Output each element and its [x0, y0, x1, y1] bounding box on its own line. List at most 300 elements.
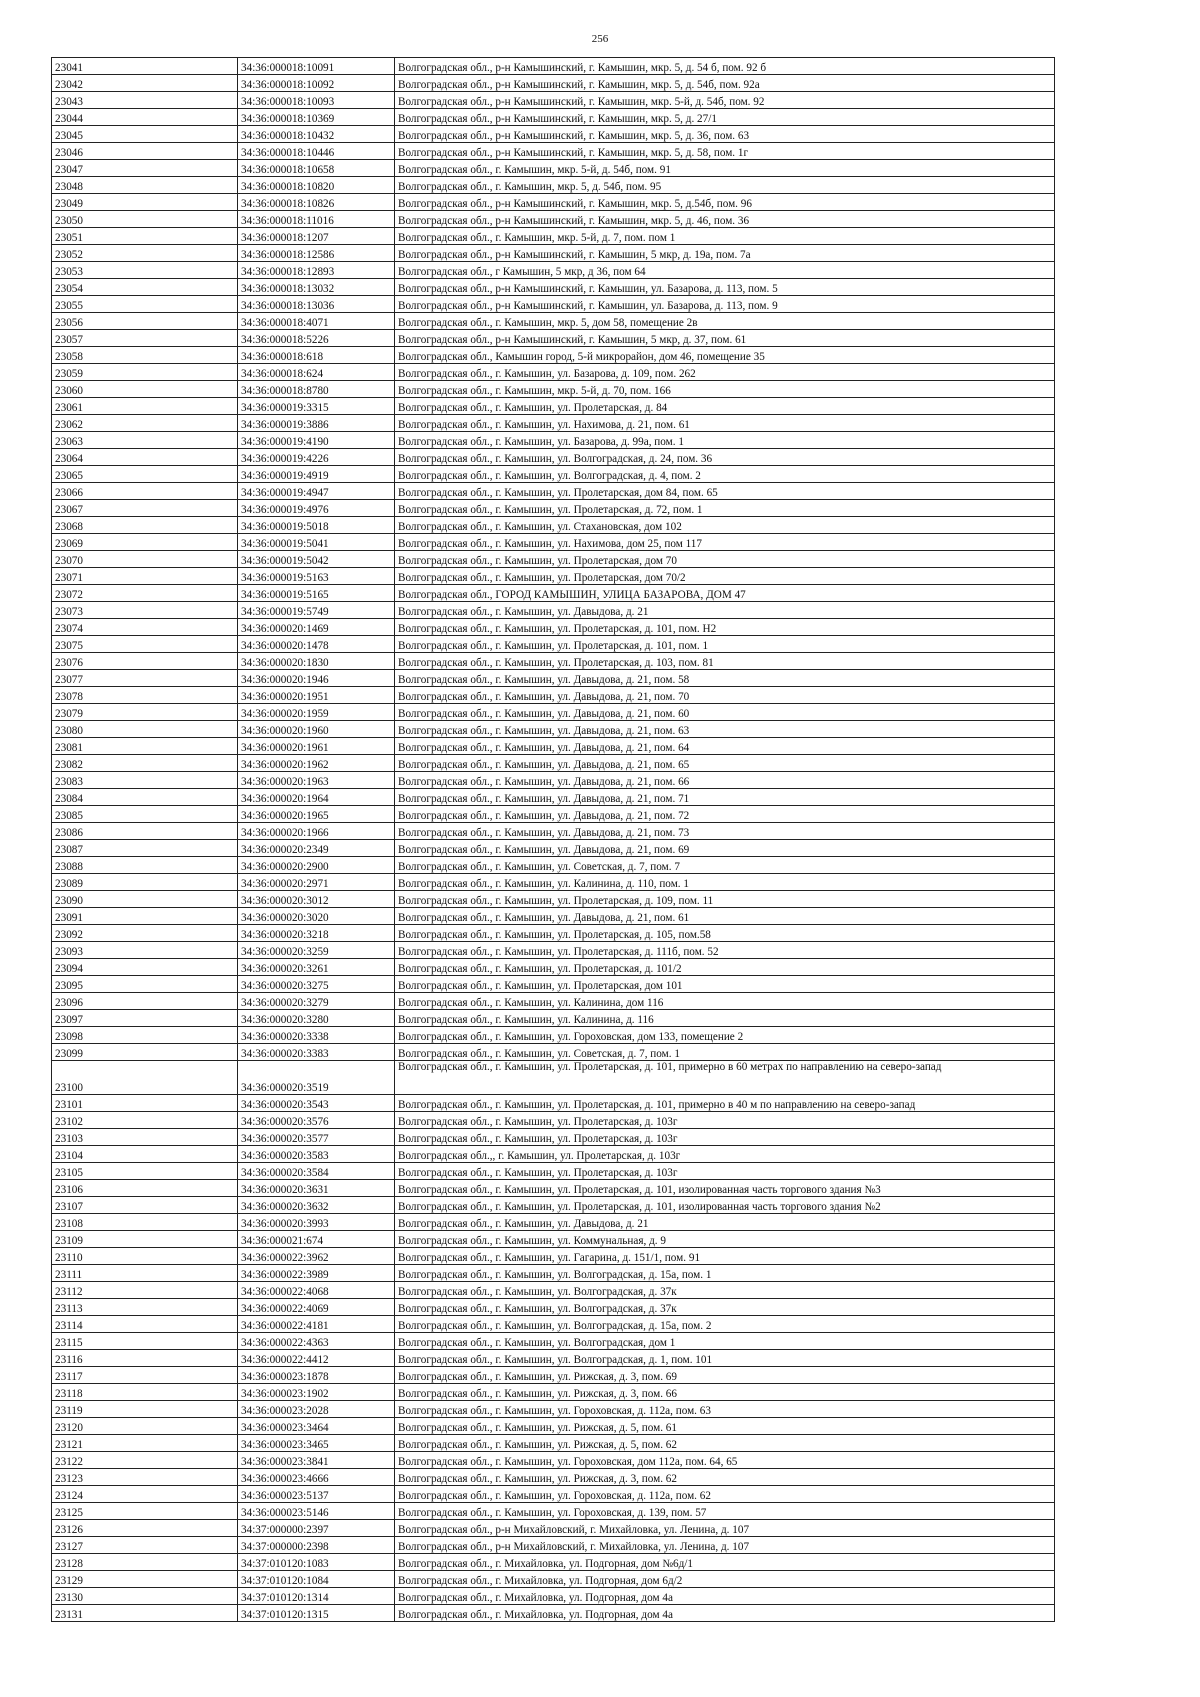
table-row [52, 1129, 1055, 1146]
register-body [52, 58, 1055, 1622]
address-cell: Волгоградская обл., г. Камышин, ул. Давыдова, д. 21, пом. 72 [395, 806, 1055, 823]
address-cell: Волгоградская обл., г. Камышин, ул. Пролетарская, дом 101 [395, 976, 1055, 993]
table-row [52, 432, 1055, 449]
cadastral-number-cell: 34:36:000020:1830 [238, 653, 395, 670]
row-number-cell: 23114 [52, 1316, 238, 1333]
table-row [52, 976, 1055, 993]
table-row [52, 194, 1055, 211]
row-number-cell: 23105 [52, 1163, 238, 1180]
address-cell: Волгоградская обл., р-н Камышинский, г. Камышин, мкр. 5, д. 27/1 [395, 109, 1055, 126]
table-row [52, 1146, 1055, 1163]
row-number-cell: 23092 [52, 925, 238, 942]
row-number-cell: 23112 [52, 1282, 238, 1299]
cadastral-number-cell: 34:36:000018:10658 [238, 160, 395, 177]
cadastral-number-cell: 34:36:000020:1965 [238, 806, 395, 823]
address-cell: Волгоградская обл., г. Камышин, ул. Давыдова, д. 21, пом. 64 [395, 738, 1055, 755]
table-row [52, 1061, 1055, 1095]
cadastral-number-cell: 34:36:000019:4947 [238, 483, 395, 500]
row-number-cell: 23087 [52, 840, 238, 857]
address-cell: Волгоградская обл., г. Камышин, мкр. 5-й, д. 54б, пом. 91 [395, 160, 1055, 177]
table-row [52, 1435, 1055, 1452]
table-row [52, 126, 1055, 143]
table-row [52, 330, 1055, 347]
row-number-cell: 23046 [52, 143, 238, 160]
table-row [52, 772, 1055, 789]
table-row [52, 296, 1055, 313]
table-row [52, 687, 1055, 704]
cadastral-number-cell: 34:36:000018:12586 [238, 245, 395, 262]
cadastral-number-cell: 34:36:000020:3275 [238, 976, 395, 993]
cadastral-number-cell: 34:36:000020:3632 [238, 1197, 395, 1214]
cadastral-number-cell: 34:37:000000:2397 [238, 1520, 395, 1537]
row-number-cell: 23131 [52, 1605, 238, 1622]
table-row [52, 381, 1055, 398]
address-cell: Волгоградская обл., г. Камышин, ул. Пролетарская, д. 101, изолированная часть торгового здания №2 [395, 1197, 1055, 1214]
cadastral-number-cell: 34:36:000020:3631 [238, 1180, 395, 1197]
cadastral-number-cell: 34:37:010120:1314 [238, 1588, 395, 1605]
cadastral-number-cell: 34:36:000020:3338 [238, 1027, 395, 1044]
address-cell: Волгоградская обл., р-н Камышинский, г. Камышин, мкр. 5, д. 36, пом. 63 [395, 126, 1055, 143]
address-cell: Волгоградская обл., г Камышин, 5 мкр, д 36, пом 64 [395, 262, 1055, 279]
cadastral-number-cell: 34:36:000020:3012 [238, 891, 395, 908]
table-row [52, 1452, 1055, 1469]
table-row [52, 228, 1055, 245]
address-cell: Волгоградская обл., г. Камышин, мкр. 5, д. 54б, пом. 95 [395, 177, 1055, 194]
cadastral-number-cell: 34:36:000018:1207 [238, 228, 395, 245]
row-number-cell: 23103 [52, 1129, 238, 1146]
table-row [52, 1469, 1055, 1486]
row-number-cell: 23070 [52, 551, 238, 568]
cadastral-number-cell: 34:36:000018:10820 [238, 177, 395, 194]
address-cell: Волгоградская обл., г. Камышин, ул. Гороховская, д. 139, пом. 57 [395, 1503, 1055, 1520]
row-number-cell: 23062 [52, 415, 238, 432]
address-cell: Волгоградская обл., г. Камышин, ул. Пролетарская, д. 101, пом. Н2 [395, 619, 1055, 636]
address-cell: Волгоградская обл., г. Камышин, ул. Рижская, д. 5, пом. 62 [395, 1435, 1055, 1452]
address-cell: Волгоградская обл., Камышин город, 5-й микрорайон, дом 46, помещение 35 [395, 347, 1055, 364]
row-number-cell: 23077 [52, 670, 238, 687]
cadastral-number-cell: 34:36:000020:1961 [238, 738, 395, 755]
cadastral-number-cell: 34:36:000020:3218 [238, 925, 395, 942]
row-number-cell: 23074 [52, 619, 238, 636]
table-row [52, 840, 1055, 857]
address-cell: Волгоградская обл., г. Камышин, ул. Волгоградская, д. 37к [395, 1299, 1055, 1316]
address-cell: Волгоградская обл., г. Камышин, ул. Пролетарская, д. 111б, пом. 52 [395, 942, 1055, 959]
table-row [52, 364, 1055, 381]
row-number-cell: 23051 [52, 228, 238, 245]
cadastral-number-cell: 34:36:000020:3993 [238, 1214, 395, 1231]
cadastral-number-cell: 34:36:000018:10826 [238, 194, 395, 211]
row-number-cell: 23109 [52, 1231, 238, 1248]
cadastral-number-cell: 34:36:000020:1478 [238, 636, 395, 653]
row-number-cell: 23095 [52, 976, 238, 993]
row-number-cell: 23054 [52, 279, 238, 296]
row-number-cell: 23065 [52, 466, 238, 483]
cadastral-number-cell: 34:36:000019:4226 [238, 449, 395, 466]
cadastral-number-cell: 34:36:000018:5226 [238, 330, 395, 347]
cadastral-number-cell: 34:36:000022:4363 [238, 1333, 395, 1350]
table-row [52, 823, 1055, 840]
table-row [52, 789, 1055, 806]
table-row [52, 398, 1055, 415]
cadastral-number-cell: 34:36:000020:3279 [238, 993, 395, 1010]
table-row [52, 738, 1055, 755]
table-row [52, 959, 1055, 976]
row-number-cell: 23089 [52, 874, 238, 891]
cadastral-number-cell: 34:36:000020:3261 [238, 959, 395, 976]
table-row [52, 160, 1055, 177]
cadastral-number-cell: 34:36:000018:624 [238, 364, 395, 381]
address-cell: Волгоградская обл., г. Камышин, ул. Пролетарская, дом 70/2 [395, 568, 1055, 585]
row-number-cell: 23081 [52, 738, 238, 755]
row-number-cell: 23048 [52, 177, 238, 194]
row-number-cell: 23123 [52, 1469, 238, 1486]
row-number-cell: 23084 [52, 789, 238, 806]
table-row [52, 925, 1055, 942]
address-cell: Волгоградская обл., г. Камышин, ул. Коммунальная, д. 9 [395, 1231, 1055, 1248]
table-row [52, 1197, 1055, 1214]
cadastral-number-cell: 34:36:000019:5163 [238, 568, 395, 585]
cadastral-number-cell: 34:36:000019:5018 [238, 517, 395, 534]
table-row [52, 313, 1055, 330]
cadastral-number-cell: 34:36:000018:10091 [238, 58, 395, 75]
table-row [52, 1316, 1055, 1333]
address-cell: Волгоградская обл., г. Камышин, ул. Калинина, д. 110, пом. 1 [395, 874, 1055, 891]
row-number-cell: 23050 [52, 211, 238, 228]
cadastral-number-cell: 34:36:000020:1963 [238, 772, 395, 789]
table-row [52, 143, 1055, 160]
cadastral-number-cell: 34:36:000020:3576 [238, 1112, 395, 1129]
cadastral-number-cell: 34:36:000018:10093 [238, 92, 395, 109]
row-number-cell: 23042 [52, 75, 238, 92]
row-number-cell: 23069 [52, 534, 238, 551]
table-row [52, 1231, 1055, 1248]
address-cell: Волгоградская обл., г. Камышин, ул. Гороховская, д. 112а, пом. 62 [395, 1486, 1055, 1503]
row-number-cell: 23052 [52, 245, 238, 262]
register-table [51, 57, 1055, 1622]
cadastral-number-cell: 34:36:000022:3962 [238, 1248, 395, 1265]
table-row [52, 500, 1055, 517]
cadastral-number-cell: 34:36:000018:10432 [238, 126, 395, 143]
row-number-cell: 23086 [52, 823, 238, 840]
address-cell: Волгоградская обл., г. Камышин, мкр. 5, дом 58, помещение 2в [395, 313, 1055, 330]
row-number-cell: 23107 [52, 1197, 238, 1214]
cadastral-number-cell: 34:36:000020:1966 [238, 823, 395, 840]
cadastral-number-cell: 34:36:000018:8780 [238, 381, 395, 398]
table-row [52, 619, 1055, 636]
address-cell: Волгоградская обл., р-н Камышинский, г. Камышин, мкр. 5, д.54б, пом. 96 [395, 194, 1055, 211]
row-number-cell: 23097 [52, 1010, 238, 1027]
cadastral-number-cell: 34:36:000020:1962 [238, 755, 395, 772]
table-row [52, 1333, 1055, 1350]
cadastral-number-cell: 34:36:000021:674 [238, 1231, 395, 1248]
address-cell: Волгоградская обл., г. Михайловка, ул. Подгорная, дом №6д/1 [395, 1554, 1055, 1571]
cadastral-number-cell: 34:36:000018:10446 [238, 143, 395, 160]
cadastral-number-cell: 34:37:010120:1083 [238, 1554, 395, 1571]
table-row [52, 806, 1055, 823]
row-number-cell: 23111 [52, 1265, 238, 1282]
cadastral-number-cell: 34:36:000018:10369 [238, 109, 395, 126]
table-row [52, 109, 1055, 126]
table-row [52, 415, 1055, 432]
table-row [52, 1537, 1055, 1554]
address-cell: Волгоградская обл., р-н Камышинский, г. Камышин, мкр. 5, д. 54б, пом. 92а [395, 75, 1055, 92]
row-number-cell: 23124 [52, 1486, 238, 1503]
address-cell: Волгоградская обл., г. Камышин, ул. Рижская, д. 3, пом. 66 [395, 1384, 1055, 1401]
address-cell: Волгоградская обл., г. Камышин, ул. Давыдова, д. 21, пом. 60 [395, 704, 1055, 721]
cadastral-number-cell: 34:36:000020:2900 [238, 857, 395, 874]
row-number-cell: 23072 [52, 585, 238, 602]
table-row [52, 653, 1055, 670]
cadastral-number-cell: 34:36:000020:3280 [238, 1010, 395, 1027]
cadastral-number-cell: 34:36:000020:3583 [238, 1146, 395, 1163]
cadastral-number-cell: 34:36:000023:4666 [238, 1469, 395, 1486]
address-cell: Волгоградская обл., г. Камышин, ул. Пролетарская, д. 72, пом. 1 [395, 500, 1055, 517]
address-cell: Волгоградская обл., г. Камышин, ул. Волгоградская, д. 37к [395, 1282, 1055, 1299]
row-number-cell: 23127 [52, 1537, 238, 1554]
address-cell: Волгоградская обл., г. Камышин, ул. Волгоградская, д. 1, пом. 101 [395, 1350, 1055, 1367]
address-cell: Волгоградская обл., р-н Михайловский, г. Михайловка, ул. Ленина, д. 107 [395, 1537, 1055, 1554]
row-number-cell: 23071 [52, 568, 238, 585]
row-number-cell: 23125 [52, 1503, 238, 1520]
row-number-cell: 23088 [52, 857, 238, 874]
row-number-cell: 23041 [52, 58, 238, 75]
table-row [52, 1265, 1055, 1282]
row-number-cell: 23075 [52, 636, 238, 653]
table-row [52, 483, 1055, 500]
address-cell: Волгоградская обл., г. Камышин, ул. Базарова, д. 109, пом. 262 [395, 364, 1055, 381]
address-cell: Волгоградская обл., г. Камышин, ул. Рижская, д. 5, пом. 61 [395, 1418, 1055, 1435]
address-cell: Волгоградская обл., г. Камышин, ул. Пролетарская, д. 101/2 [395, 959, 1055, 976]
cadastral-number-cell: 34:36:000020:3020 [238, 908, 395, 925]
table-row [52, 1401, 1055, 1418]
cadastral-number-cell: 34:36:000018:13036 [238, 296, 395, 313]
cadastral-number-cell: 34:36:000020:1946 [238, 670, 395, 687]
table-row [52, 891, 1055, 908]
row-number-cell: 23047 [52, 160, 238, 177]
cadastral-number-cell: 34:36:000023:3465 [238, 1435, 395, 1452]
address-cell: Волгоградская обл., р-н Камышинский, г. Камышин, мкр. 5, д. 58, пом. 1г [395, 143, 1055, 160]
address-cell: Волгоградская обл., г. Камышин, ул. Давыдова, д. 21, пом. 69 [395, 840, 1055, 857]
table-row [52, 942, 1055, 959]
row-number-cell: 23044 [52, 109, 238, 126]
address-cell: Волгоградская обл., г. Камышин, ул. Советская, д. 7, пом. 7 [395, 857, 1055, 874]
row-number-cell: 23091 [52, 908, 238, 925]
row-number-cell: 23102 [52, 1112, 238, 1129]
cadastral-number-cell: 34:36:000020:1959 [238, 704, 395, 721]
table-row [52, 857, 1055, 874]
address-cell: Волгоградская обл., г. Камышин, ул. Волгоградская, д. 4, пом. 2 [395, 466, 1055, 483]
row-number-cell: 23108 [52, 1214, 238, 1231]
table-row [52, 1248, 1055, 1265]
address-cell: Волгоградская обл., г. Камышин, ул. Гороховская, дом 112а, пом. 64, 65 [395, 1452, 1055, 1469]
cadastral-number-cell: 34:36:000018:11016 [238, 211, 395, 228]
row-number-cell: 23093 [52, 942, 238, 959]
table-row [52, 1044, 1055, 1061]
cadastral-number-cell: 34:36:000019:5165 [238, 585, 395, 602]
cadastral-number-cell: 34:36:000022:4412 [238, 1350, 395, 1367]
table-row [52, 1010, 1055, 1027]
row-number-cell: 23082 [52, 755, 238, 772]
address-cell: Волгоградская обл., г. Камышин, ул. Давыдова, д. 21, пом. 71 [395, 789, 1055, 806]
cadastral-number-cell: 34:36:000019:3886 [238, 415, 395, 432]
cadastral-number-cell: 34:36:000023:1878 [238, 1367, 395, 1384]
table-row [52, 1554, 1055, 1571]
row-number-cell: 23053 [52, 262, 238, 279]
cadastral-number-cell: 34:36:000019:5042 [238, 551, 395, 568]
cadastral-number-cell: 34:36:000019:5041 [238, 534, 395, 551]
cadastral-number-cell: 34:36:000020:3519 [238, 1061, 395, 1095]
table-row [52, 1503, 1055, 1520]
row-number-cell: 23058 [52, 347, 238, 364]
row-number-cell: 23121 [52, 1435, 238, 1452]
row-number-cell: 23113 [52, 1299, 238, 1316]
table-row [52, 1112, 1055, 1129]
address-cell: Волгоградская обл., р-н Камышинский, г. Камышин, 5 мкр, д. 37, пом. 61 [395, 330, 1055, 347]
address-cell: Волгоградская обл., г. Камышин, ул. Волгоградская, д. 15а, пом. 2 [395, 1316, 1055, 1333]
row-number-cell: 23049 [52, 194, 238, 211]
row-number-cell: 23060 [52, 381, 238, 398]
table-row [52, 279, 1055, 296]
row-number-cell: 23101 [52, 1095, 238, 1112]
row-number-cell: 23120 [52, 1418, 238, 1435]
table-row [52, 534, 1055, 551]
row-number-cell: 23099 [52, 1044, 238, 1061]
table-row [52, 92, 1055, 109]
cadastral-number-cell: 34:36:000019:4919 [238, 466, 395, 483]
address-cell: Волгоградская обл., г. Камышин, ул. Давыдова, д. 21, пом. 58 [395, 670, 1055, 687]
table-row [52, 1163, 1055, 1180]
row-number-cell: 23057 [52, 330, 238, 347]
row-number-cell: 23056 [52, 313, 238, 330]
address-cell: Волгоградская обл., р-н Камышинский, г. Камышин, мкр. 5, д. 54 б, пом. 92 б [395, 58, 1055, 75]
row-number-cell: 23098 [52, 1027, 238, 1044]
row-number-cell: 23085 [52, 806, 238, 823]
cadastral-number-cell: 34:36:000018:10092 [238, 75, 395, 92]
row-number-cell: 23080 [52, 721, 238, 738]
address-cell: Волгоградская обл., г. Михайловка, ул. Подгорная, дом 4а [395, 1605, 1055, 1622]
address-cell: Волгоградская обл., г. Камышин, ул. Давыдова, д. 21, пом. 73 [395, 823, 1055, 840]
address-cell: Волгоградская обл., г. Камышин, ул. Пролетарская, д. 84 [395, 398, 1055, 415]
cadastral-number-cell: 34:36:000020:3543 [238, 1095, 395, 1112]
address-cell: Волгоградская обл., г. Камышин, ул. Пролетарская, дом 70 [395, 551, 1055, 568]
page-number: 256 [591, 33, 609, 45]
row-number-cell: 23066 [52, 483, 238, 500]
row-number-cell: 23118 [52, 1384, 238, 1401]
row-number-cell: 23126 [52, 1520, 238, 1537]
table-row [52, 245, 1055, 262]
address-cell: Волгоградская обл., г. Камышин, ул. Пролетарская, д. 101, изолированная часть торгового здания №3 [395, 1180, 1055, 1197]
table-row [52, 466, 1055, 483]
table-row [52, 704, 1055, 721]
row-number-cell: 23119 [52, 1401, 238, 1418]
address-cell: Волгоградская обл., г. Камышин, ул. Волгоградская, д. 15а, пом. 1 [395, 1265, 1055, 1282]
cadastral-number-cell: 34:36:000020:3259 [238, 942, 395, 959]
table-row [52, 755, 1055, 772]
row-number-cell: 23079 [52, 704, 238, 721]
cadastral-number-cell: 34:36:000019:4976 [238, 500, 395, 517]
row-number-cell: 23094 [52, 959, 238, 976]
address-cell: Волгоградская обл., г. Камышин, ул. Калинина, д. 116 [395, 1010, 1055, 1027]
address-cell: Волгоградская обл., г. Камышин, ул. Пролетарская, д. 103г [395, 1129, 1055, 1146]
table-row [52, 602, 1055, 619]
table-row [52, 568, 1055, 585]
row-number-cell: 23130 [52, 1588, 238, 1605]
table-row [52, 585, 1055, 602]
table-row [52, 551, 1055, 568]
row-number-cell: 23043 [52, 92, 238, 109]
table-row [52, 670, 1055, 687]
address-cell: Волгоградская обл., г. Камышин, ул. Советская, д. 7, пом. 1 [395, 1044, 1055, 1061]
table-row [52, 58, 1055, 75]
address-cell: Волгоградская обл., р-н Михайловский, г. Михайловка, ул. Ленина, д. 107 [395, 1520, 1055, 1537]
address-cell: Волгоградская обл., р-н Камышинский, г. Камышин, мкр. 5, д. 46, пом. 36 [395, 211, 1055, 228]
table-row [52, 1571, 1055, 1588]
table-row [52, 1214, 1055, 1231]
table-row [52, 1384, 1055, 1401]
row-number-cell: 23116 [52, 1350, 238, 1367]
cadastral-number-cell: 34:36:000020:1964 [238, 789, 395, 806]
table-row [52, 1588, 1055, 1605]
table-row [52, 177, 1055, 194]
table-row [52, 1350, 1055, 1367]
row-number-cell: 23117 [52, 1367, 238, 1384]
address-cell: Волгоградская обл., г. Камышин, ул. Гороховская, дом 133, помещение 2 [395, 1027, 1055, 1044]
row-number-cell: 23083 [52, 772, 238, 789]
address-cell: Волгоградская обл., г. Камышин, ул. Рижская, д. 3, пом. 62 [395, 1469, 1055, 1486]
cadastral-number-cell: 34:36:000023:5146 [238, 1503, 395, 1520]
address-cell: Волгоградская обл., г. Михайловка, ул. Подгорная, дом 4а [395, 1588, 1055, 1605]
cadastral-number-cell: 34:36:000020:1469 [238, 619, 395, 636]
address-cell: Волгоградская обл., р-н Камышинский, г. Камышин, ул. Базарова, д. 113, пом. 5 [395, 279, 1055, 296]
address-cell: Волгоградская обл., г. Камышин, ул. Пролетарская, д. 109, пом. 11 [395, 891, 1055, 908]
address-cell: Волгоградская обл., г. Камышин, ул. Давыдова, д. 21, пом. 65 [395, 755, 1055, 772]
cadastral-number-cell: 34:36:000018:4071 [238, 313, 395, 330]
cadastral-number-cell: 34:36:000018:618 [238, 347, 395, 364]
cadastral-number-cell: 34:36:000019:4190 [238, 432, 395, 449]
cadastral-number-cell: 34:36:000022:4069 [238, 1299, 395, 1316]
address-cell: Волгоградская обл., р-н Камышинский, г. Камышин, мкр. 5-й, д. 54б, пом. 92 [395, 92, 1055, 109]
address-cell: Волгоградская обл., г. Камышин, ул. Пролетарская, д. 101, пом. 1 [395, 636, 1055, 653]
address-cell: Волгоградская обл., г. Камышин, ул. Рижская, д. 3, пом. 69 [395, 1367, 1055, 1384]
row-number-cell: 23106 [52, 1180, 238, 1197]
row-number-cell: 23115 [52, 1333, 238, 1350]
cadastral-number-cell: 34:36:000020:3584 [238, 1163, 395, 1180]
table-row [52, 721, 1055, 738]
row-number-cell: 23061 [52, 398, 238, 415]
table-row [52, 908, 1055, 925]
address-cell: Волгоградская обл., г. Камышин, ул. Калинина, дом 116 [395, 993, 1055, 1010]
address-cell: Волгоградская обл., р-н Камышинский, г. Камышин, 5 мкр, д. 19а, пом. 7а [395, 245, 1055, 262]
table-row [52, 636, 1055, 653]
cadastral-number-cell: 34:36:000019:3315 [238, 398, 395, 415]
row-number-cell: 23096 [52, 993, 238, 1010]
address-cell: Волгоградская обл., г. Камышин, ул. Базарова, д. 99а, пом. 1 [395, 432, 1055, 449]
table-row [52, 1486, 1055, 1503]
address-cell: Волгоградская обл., г. Камышин, ул. Волгоградская, дом 1 [395, 1333, 1055, 1350]
cadastral-number-cell: 34:36:000023:5137 [238, 1486, 395, 1503]
address-cell: Волгоградская обл., г. Камышин, ул. Пролетарская, д. 103, пом. 81 [395, 653, 1055, 670]
address-cell: Волгоградская обл., г. Камышин, ул. Пролетарская, д. 101, примерно в 40 м по направлению на северо-запад [395, 1095, 1055, 1112]
row-number-cell: 23045 [52, 126, 238, 143]
table-row [52, 1367, 1055, 1384]
address-cell: Волгоградская обл.,, г. Камышин, ул. Пролетарская, д. 103г [395, 1146, 1055, 1163]
row-number-cell: 23100 [52, 1061, 238, 1095]
address-cell: Волгоградская обл., г. Камышин, ул. Пролетарская, д. 105, пом.58 [395, 925, 1055, 942]
address-cell: Волгоградская обл., г. Камышин, ул. Давыдова, д. 21, пом. 61 [395, 908, 1055, 925]
address-cell: Волгоградская обл., г. Камышин, ул. Пролетарская, д. 101, примерно в 60 метрах по направлению на северо-запад [395, 1061, 1055, 1095]
cadastral-number-cell: 34:36:000020:1951 [238, 687, 395, 704]
cadastral-number-cell: 34:36:000023:1902 [238, 1384, 395, 1401]
